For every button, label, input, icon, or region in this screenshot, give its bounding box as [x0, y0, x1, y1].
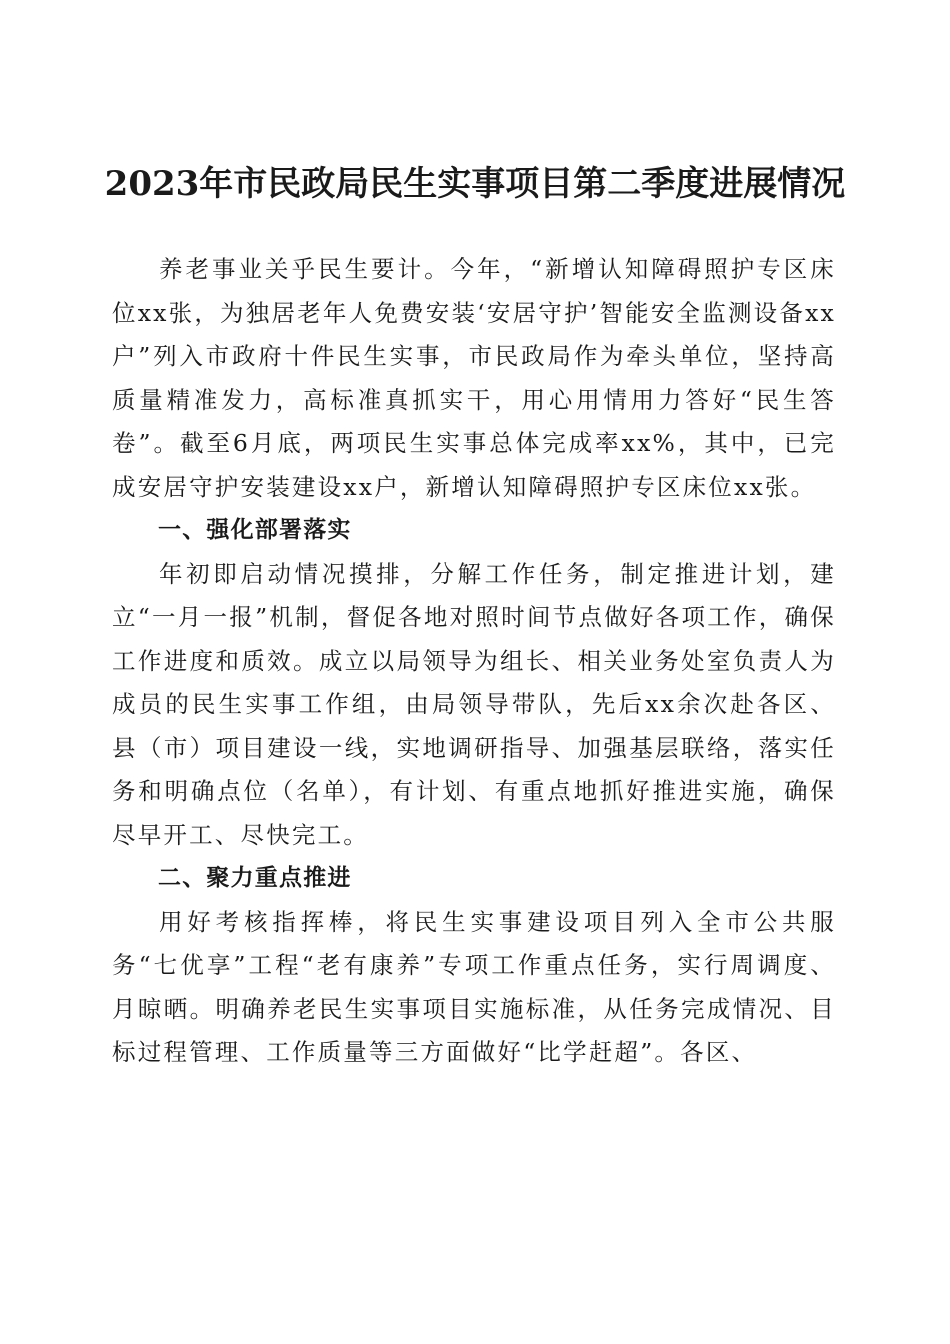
section-heading-1: 一、强化部署落实: [158, 517, 352, 543]
section-paragraph-1: 年初即启动情况摸排，分解工作任务，制定推进计划，建立“一月一报”机制，督促各地对照时间节点做好各项工作，确保工作进度和质效。成立以局领导为组长、相关业务处室负责人为成员的民生实事工作组，由局领导带队，先后xx余次赴各区、县（市）项目建设一线，实地调研指导、加强基层联络，落实任务和明确点位（名单），有计划、有重点地抓好推进实施，确保尽早开工、尽快完工。: [112, 559, 836, 849]
section-paragraph-2: 用好考核指挥棒，将民生实事建设项目列入全市公共服务“七优享”工程“老有康养”专项工作重点任务，实行周调度、月晾晒。明确养老民生实事项目实施标准，从任务完成情况、目标过程管理、工作质量等三方面做好“比学赶超”。各区、: [112, 907, 836, 1066]
document-title: 2023年市民政局民生实事项目第二季度进展情况: [104, 163, 846, 204]
document-body: [112, 248, 836, 1075]
intro-paragraph: 养老事业关乎民生要计。今年，“新增认知障碍照护专区床位xx张，为独居老年人免费安装‘安居守护’智能安全监测设备xx户”列入市政府十件民生实事，市民政局作为牵头单位，坚持高质量精准发力，高标准真抓实干，用心用情用力答好“民生答卷”。截至6月底，两项民生实事总体完成率xx%，其中，已完成安居守护安装建设xx户，新增认知障碍照护专区床位xx张。: [112, 255, 836, 501]
section-heading-2: 二、聚力重点推进: [158, 865, 352, 891]
